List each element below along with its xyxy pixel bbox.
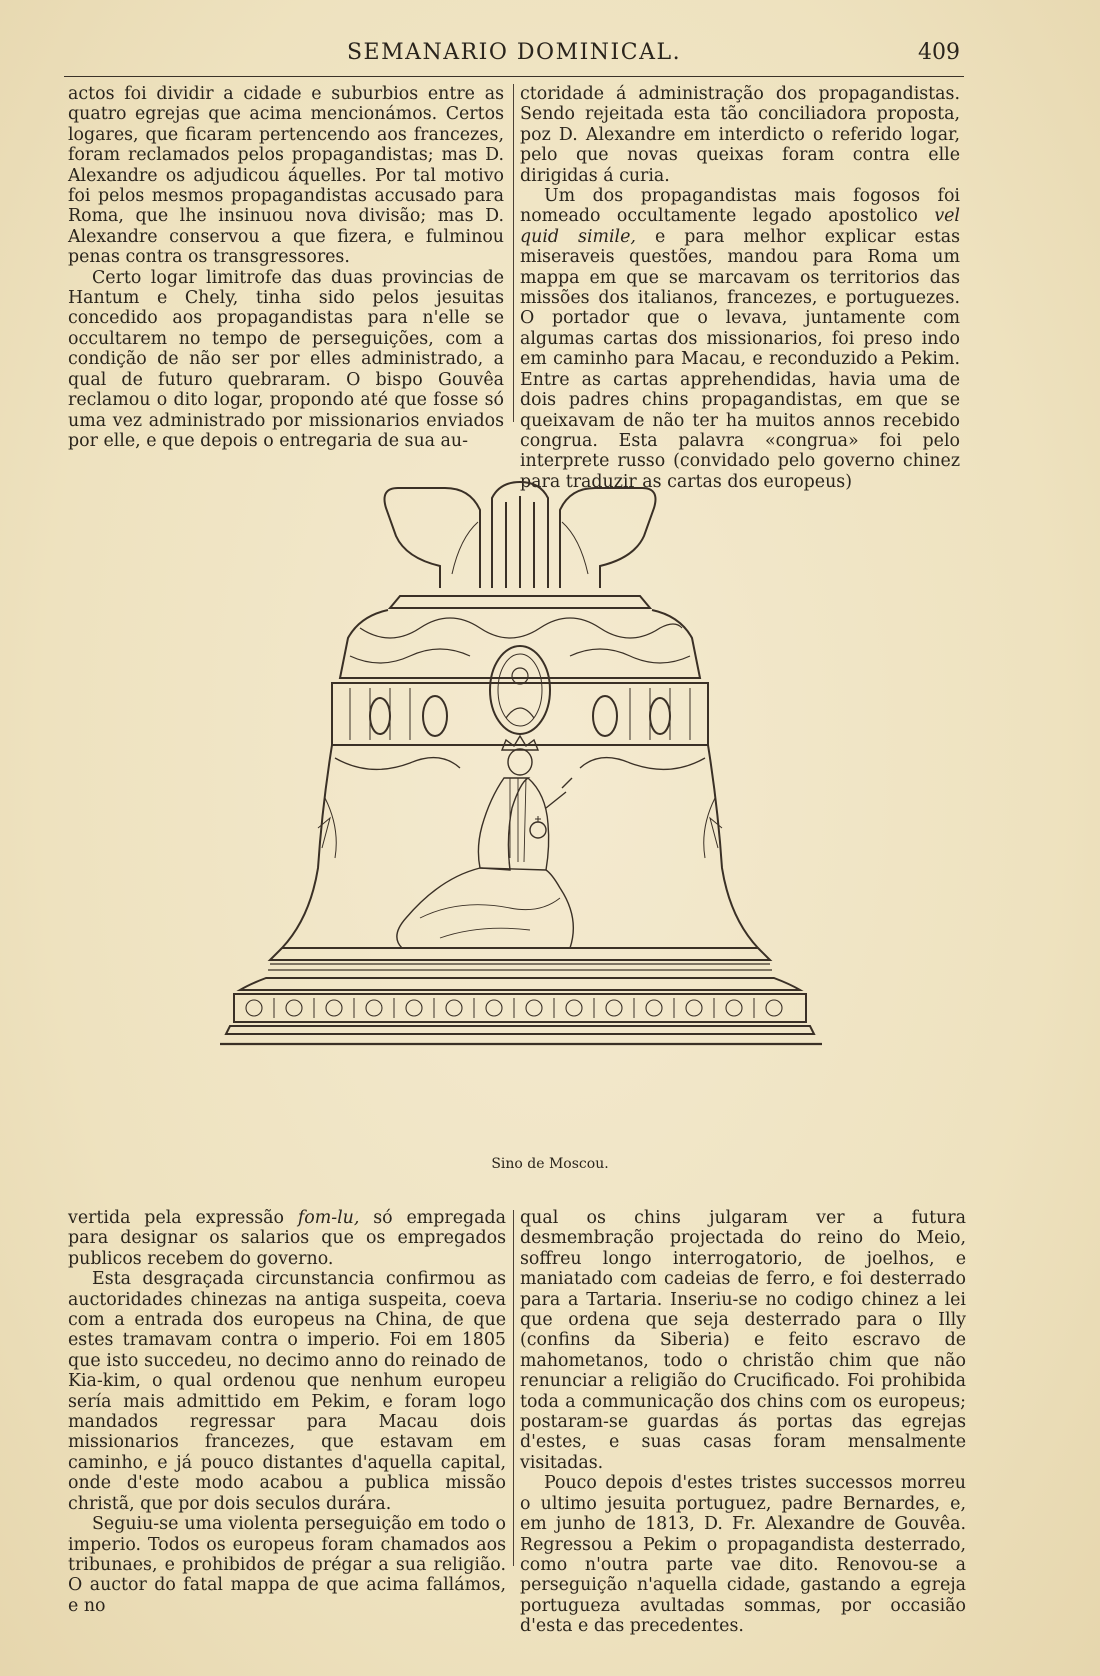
italic-phrase: fom-lu, xyxy=(297,1208,360,1228)
bell-lip xyxy=(220,948,822,1044)
bell-shoulder xyxy=(340,596,700,678)
text-column-bottom-right xyxy=(520,1208,966,1637)
text-column-top-left xyxy=(68,84,504,451)
paragraph xyxy=(520,186,960,492)
paragraph: Pouco depois d'estes tristes successos morreu o ultimo jesuita portuguez, padre Bernardes, e, em junho de 1813, D. Fr. Alexandre de Gouvêa. Regressou a Pekim o propagandista desterrado, como n'outra parte vae dito. Renovou-se a perseguição n'aquella cidade, gastando a egreja portugueza avultadas sommas, por occasião d'esta e das precedentes. xyxy=(520,1473,966,1637)
paragraph: qual os chins julgaram ver a futura desmembração projectada do reino do Meio, soffreu longo interrogatorio, de joelhos, e maniatado com cadeias de ferro, e foi desterrado para a Tartaria. Inseriu-se no codigo chinez a lei que ordena que seja desterrado para o Illy (confins da Siberia) e feito escravo de mahometanos, todo o christão chim que não renunciar a religião do Crucificado. Foi prohibida toda a communicação dos chins com os europeus; postaram-se guardas ás portas das egrejas d'estes, e suas casas foram mensalmente visitadas. xyxy=(520,1208,966,1473)
page-number: 409 xyxy=(918,40,960,65)
italic-phrase: vel quid simile, xyxy=(520,206,960,247)
text-run: Um dos propagandistas mais fogosos foi nomeado occultamente legado apostolico xyxy=(520,186,960,227)
text-column-bottom-left xyxy=(68,1208,506,1616)
seated-empress-figure xyxy=(397,736,573,948)
text-run: só empregada para designar os salarios que os empregados publicos recebem do governo. xyxy=(68,1208,506,1269)
bell-engraving xyxy=(210,478,830,1118)
paragraph: ctoridade á administração dos propagandistas. Sendo rejeitada esta tão conciliadora proposta, poz D. Alexandre em interdicto o referido logar, pelo que novas queixas foram contra elle dirigidas á curia. xyxy=(520,84,960,186)
paragraph: Seguiu-se uma violenta perseguição em todo o imperio. Todos os europeus foram chamados aos tribunaes, e prohibidos de prégar a sua religião. O auctor do fatal mappa de que acima fallámos, e no xyxy=(68,1514,506,1616)
paragraph: Esta desgraçada circunstancia confirmou as auctoridades chinezas na antiga suspeita, coeva com a entrada dos europeus na China, de que estes tramavam contra o imperio. Foi em 1805 que isto succedeu, no decimo anno do reinado de Kia-kim, o qual ordenou que nenhum europeu sería mais admittido em Pekim, e foram logo mandados regressar para Macau dois missionarios francezes, que estavam em caminho, e já pouco distantes d'aquella capital, onde d'este modo acabou a publica missão christã, que por dois seculos durára. xyxy=(68,1269,506,1514)
text-run: vertida pela expressão xyxy=(68,1208,298,1228)
paragraph: Certo logar limitrofe das duas provincias de Hantum e Chely, tinha sido pelos jesuitas concedido aos propagandistas para n'elle se occultarem no tempo de perseguições, com a condição de não ser por elles administrado, a qual de futuro quebraram. O bispo Gouvêa reclamou o dito logar, propondo até que fosse só uma vez administrado por missionarios enviados por elle, e que depois o entregaria de sua au- xyxy=(68,267,504,451)
bell-crown xyxy=(385,482,656,588)
bell-ornament-band xyxy=(332,646,708,769)
figure-caption: Sino de Moscou. xyxy=(491,1156,609,1172)
text-column-top-right xyxy=(520,84,960,492)
page-header xyxy=(64,36,964,77)
text-run: e para melhor explicar estas miseraveis questões, mandou para Roma um mappa em que se marcavam os territorios das missões dos italianos, francezes, e portuguezes. O portador que o levava, juntamente com algumas cartas dos missionarios, foi preso indo em caminho para Macau, e reconduzido a Pekim. Entre as cartas apprehendidas, havia uma de dois padres chins propagandistas, em que se queixavam de não ter ha muitos annos recebido congrua. Esta palavra «congrua» foi pelo interprete russo (convidado pelo governo chinez para traduzir as cartas dos europeus) xyxy=(520,226,960,492)
paragraph xyxy=(68,1208,506,1269)
column-divider xyxy=(513,1210,514,1566)
running-title: SEMANARIO DOMINICAL. xyxy=(346,40,682,65)
paragraph: actos foi dividir a cidade e suburbios entre as quatro egrejas que acima mencionámos. Certos logares, que ficaram pertencendo aos francezes, foram reclamados pelos propagandistas; mas D. Alexandre os adjudicou áquelles. Por tal motivo foi pelos mesmos propagandistas accusado para Roma, que lhe insinuou nova divisão; mas D. Alexandre conservou a que fizera, e fulminou penas contra os transgressores. xyxy=(68,84,504,268)
column-divider xyxy=(513,84,514,422)
